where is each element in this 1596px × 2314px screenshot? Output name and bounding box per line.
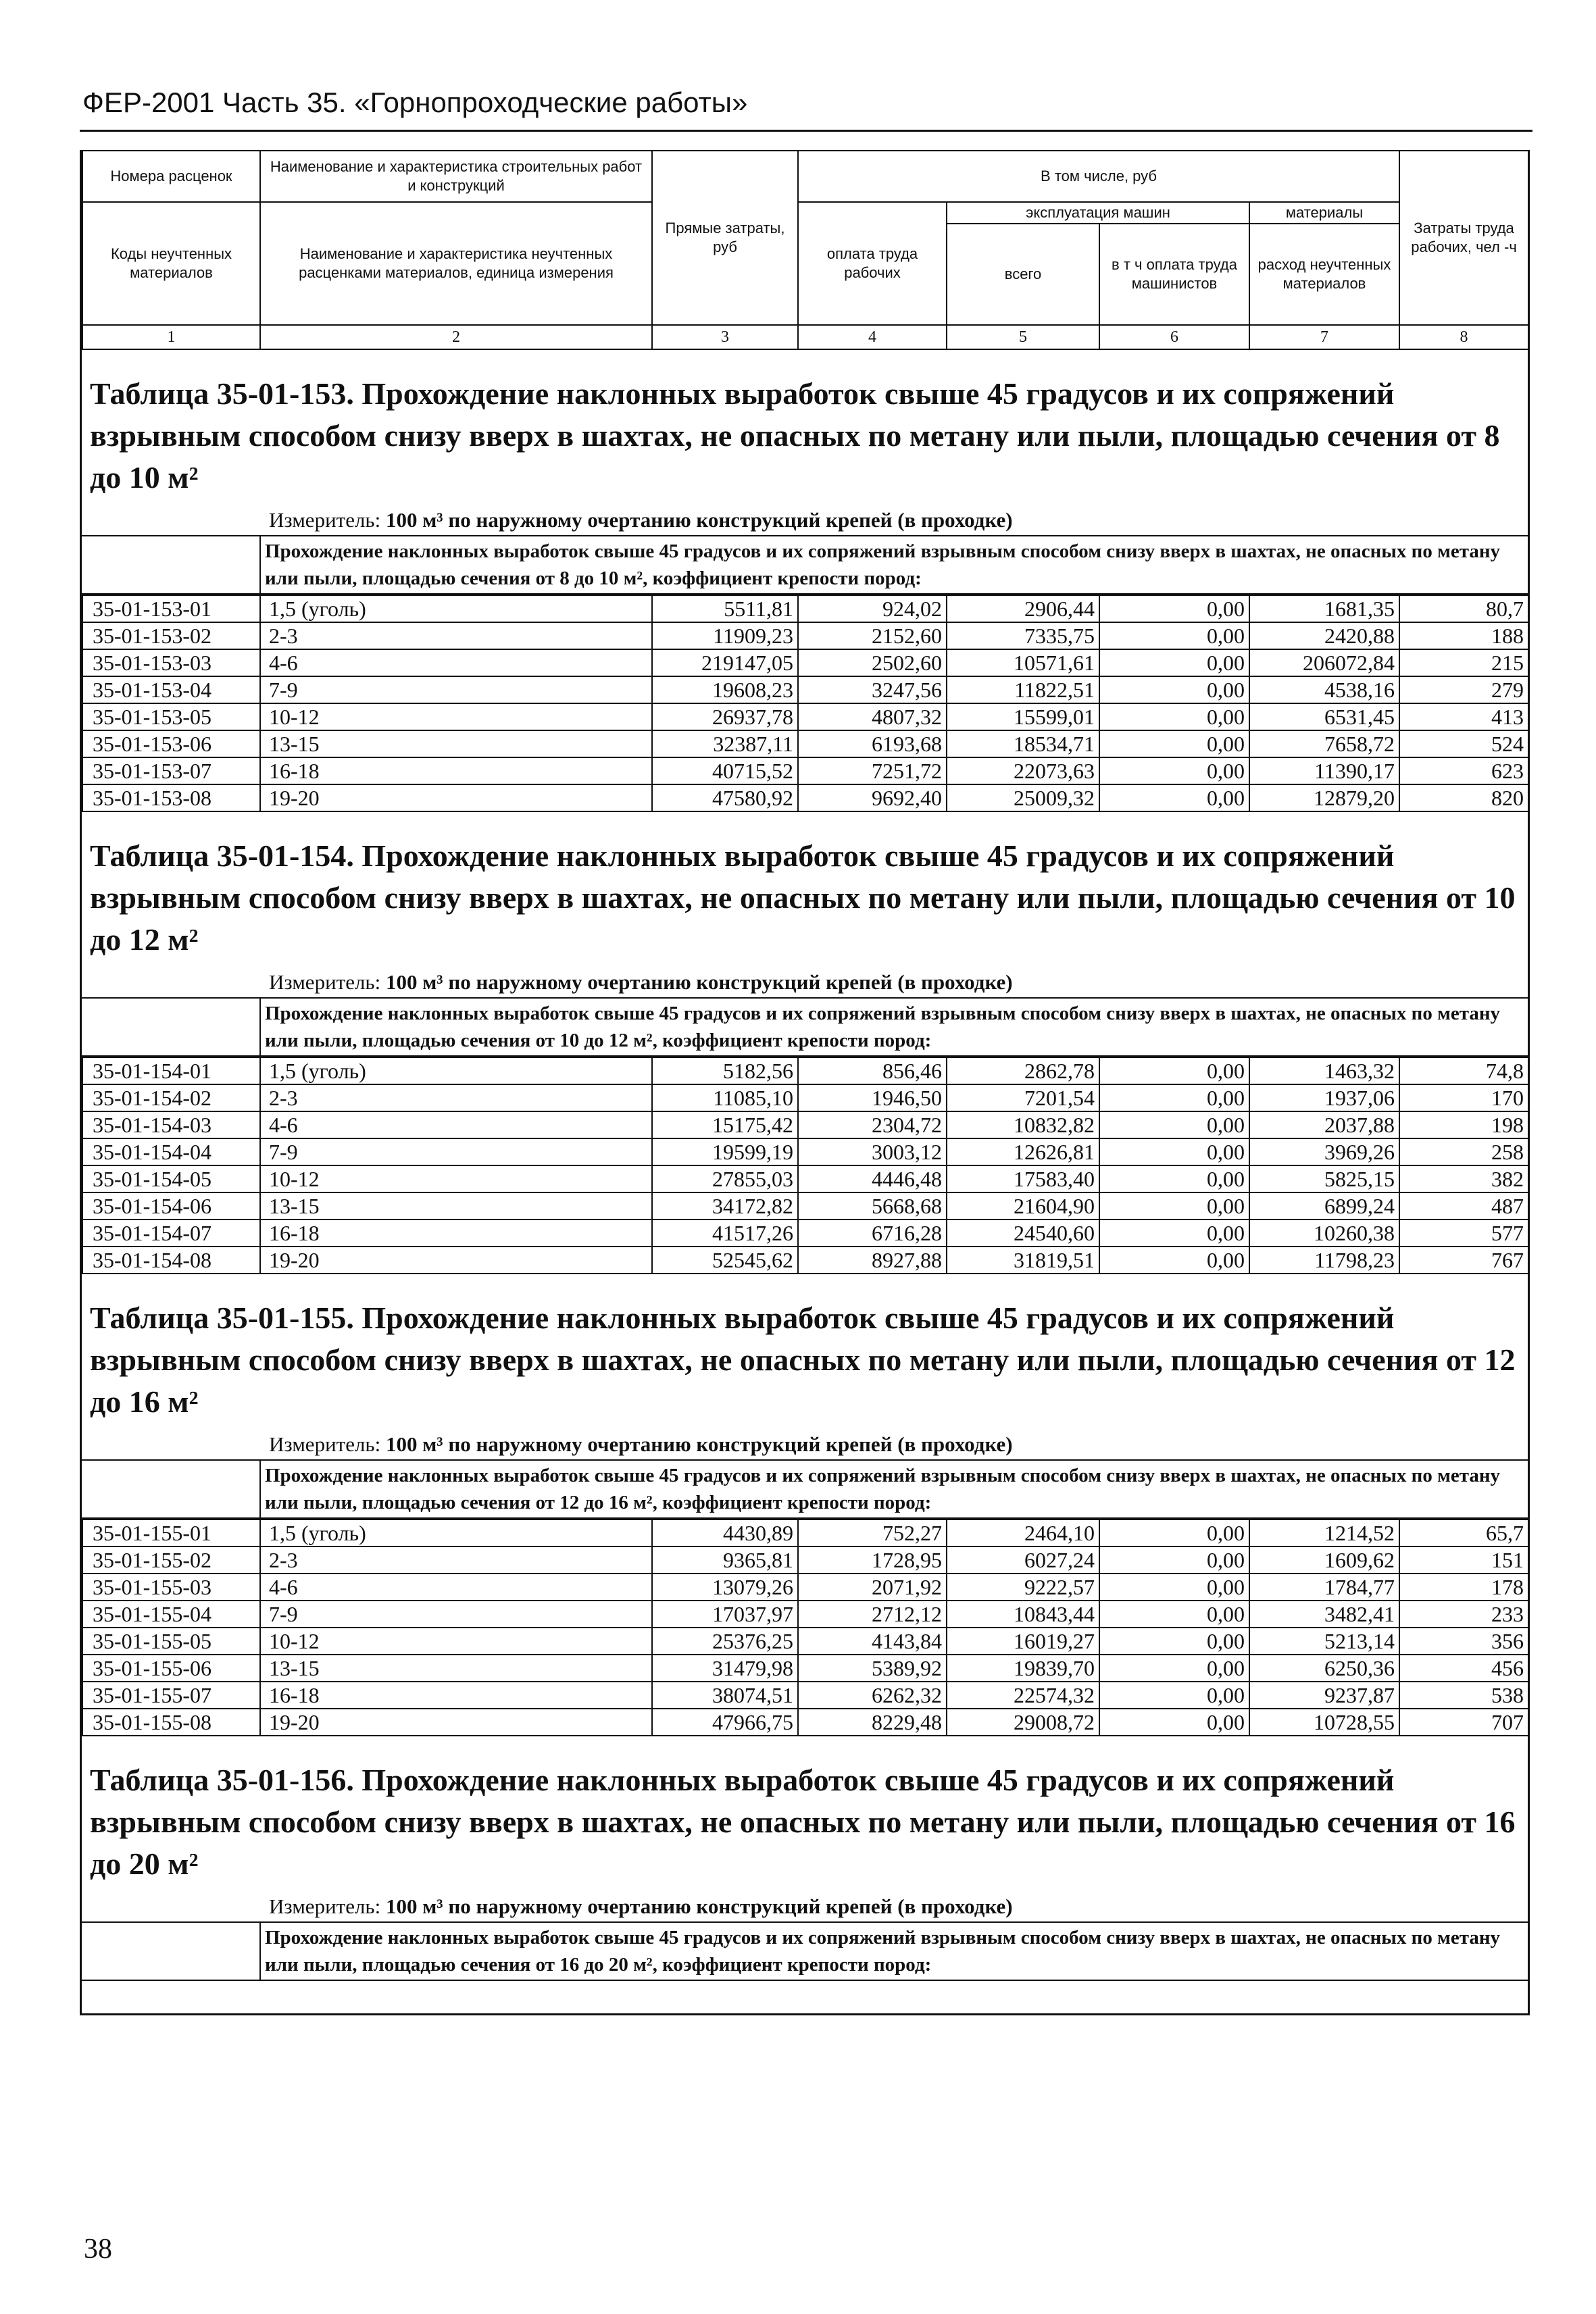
table-number: Таблица 35-01-156. [90,1763,354,1797]
col-number: 1 [82,325,260,349]
cell-value: 13079,26 [652,1574,798,1601]
work-description [82,1461,1528,1519]
cell-value: 0,00 [1099,622,1249,649]
cell-value: 0,00 [1099,1111,1249,1138]
cell-value: 1609,62 [1249,1546,1399,1574]
cell-value: 5213,14 [1249,1628,1399,1655]
cell-value: 11085,10 [652,1084,798,1111]
unit-text: 100 м³ по наружному очертанию конструкций крепей (в проходке) [385,508,1013,532]
cell-value: 18534,71 [947,730,1099,757]
rate-code: 35-01-154-07 [82,1219,260,1247]
cell-value: 15175,42 [652,1111,798,1138]
cell-value: 32387,11 [652,730,798,757]
cell-value: 0,00 [1099,676,1249,703]
cell-value: 22073,63 [947,757,1099,784]
cell-value: 0,00 [1099,1546,1249,1574]
cell-value: 382 [1399,1165,1528,1192]
cell-value: 215 [1399,649,1528,676]
rock-hardness: 1,5 (уголь) [260,1057,652,1084]
col-number: 6 [1099,325,1249,349]
table-row [82,1247,1528,1274]
cell-value: 11909,23 [652,622,798,649]
cell-value: 11798,23 [1249,1247,1399,1274]
cell-value: 2906,44 [947,595,1099,622]
unit-text: 100 м³ по наружному очертанию конструкций крепей (в проходке) [385,1432,1013,1456]
rock-hardness: 19-20 [260,1247,652,1274]
cell-value: 17583,40 [947,1165,1099,1192]
cell-value: 456 [1399,1655,1528,1682]
cell-value: 3003,12 [798,1138,947,1165]
cell-value: 413 [1399,703,1528,730]
cell-value: 19599,19 [652,1138,798,1165]
cell-value: 577 [1399,1219,1528,1247]
cell-value: 2152,60 [798,622,947,649]
cell-value: 6193,68 [798,730,947,757]
cell-value: 10832,82 [947,1111,1099,1138]
work-description-text: Прохождение наклонных выработок свыше 45 градусов и их сопряжений взрывным способом снизу вверх в шахтах, не опасных по метану или пыли, площадью сечения от 12 до 16 м², коэффициент крепости пород: [265,1465,1501,1513]
empty-table-area [82,1981,1528,2013]
cell-value: 6716,28 [798,1219,947,1247]
rock-hardness: 2-3 [260,1084,652,1111]
cell-value: 8229,48 [798,1709,947,1736]
rate-tables [82,350,1528,2013]
cell-value: 52545,62 [652,1247,798,1274]
cell-value: 21604,90 [947,1192,1099,1219]
rate-code: 35-01-155-01 [82,1519,260,1546]
cell-value: 29008,72 [947,1709,1099,1736]
rock-hardness: 19-20 [260,1709,652,1736]
cell-value: 2464,10 [947,1519,1099,1546]
cell-value: 707 [1399,1709,1528,1736]
page-header: ФЕР-2001 Часть 35. «Горнопроходческие работы» [82,86,748,118]
unit-prefix: Измеритель: [269,508,381,532]
rate-table-section [82,350,1528,812]
cell-value: 9237,87 [1249,1682,1399,1709]
cell-value: 9365,81 [652,1546,798,1574]
cell-value: 17037,97 [652,1601,798,1628]
rate-code: 35-01-153-05 [82,703,260,730]
cell-value: 0,00 [1099,649,1249,676]
col-number: 5 [947,325,1099,349]
cell-value: 3482,41 [1249,1601,1399,1628]
cell-value: 10843,44 [947,1601,1099,1628]
cell-value: 19608,23 [652,676,798,703]
table-row [82,1084,1528,1111]
cell-value: 9692,40 [798,784,947,811]
col-number: 3 [652,325,798,349]
cell-value: 7658,72 [1249,730,1399,757]
cell-value: 2037,88 [1249,1111,1399,1138]
cell-value: 1946,50 [798,1084,947,1111]
cell-value: 4446,48 [798,1165,947,1192]
cell-value: 752,27 [798,1519,947,1546]
cell-value: 5511,81 [652,595,798,622]
col-number: 8 [1399,325,1528,349]
cell-value: 0,00 [1099,1628,1249,1655]
cell-value: 19839,70 [947,1655,1099,1682]
table-name: Прохождение наклонных выработок свыше 45 градусов и их сопряжений взрывным способом снизу вверх в шахтах, не опасных по метану или пыли, площадью сечения от 8 до 10 м² [90,376,1500,495]
cell-value: 1214,52 [1249,1519,1399,1546]
rock-hardness: 1,5 (уголь) [260,1519,652,1546]
rock-hardness: 1,5 (уголь) [260,595,652,622]
cell-value: 6027,24 [947,1546,1099,1574]
rate-code: 35-01-153-04 [82,676,260,703]
cell-value: 47580,92 [652,784,798,811]
header-c3: Прямые затраты, руб [652,151,798,325]
cell-value: 0,00 [1099,1574,1249,1601]
table-title [82,350,1528,499]
cell-value: 0,00 [1099,784,1249,811]
cell-value: 31819,51 [947,1247,1099,1274]
header-c6: в т ч оплата труда машинистов [1099,224,1249,325]
table-row [82,1138,1528,1165]
cell-value: 188 [1399,622,1528,649]
rock-hardness: 10-12 [260,703,652,730]
cell-value: 279 [1399,676,1528,703]
cell-value: 1463,32 [1249,1057,1399,1084]
rock-hardness: 4-6 [260,649,652,676]
cell-value: 5668,68 [798,1192,947,1219]
table-title [82,1736,1528,1885]
cell-value: 0,00 [1099,1165,1249,1192]
cell-value: 1784,77 [1249,1574,1399,1601]
rate-code: 35-01-154-03 [82,1111,260,1138]
cell-value: 0,00 [1099,1138,1249,1165]
rate-code: 35-01-154-06 [82,1192,260,1219]
unit-line [82,1885,1528,1923]
cell-value: 7335,75 [947,622,1099,649]
cell-value: 856,46 [798,1057,947,1084]
table-row [82,1219,1528,1247]
table-title [82,812,1528,961]
cell-value: 12626,81 [947,1138,1099,1165]
cell-value: 31479,98 [652,1655,798,1682]
cell-value: 8927,88 [798,1247,947,1274]
rate-code: 35-01-155-03 [82,1574,260,1601]
cell-value: 6250,36 [1249,1655,1399,1682]
cell-value: 3247,56 [798,676,947,703]
table-row [82,1165,1528,1192]
col-number: 4 [798,325,947,349]
table-row [82,595,1528,622]
table-row [82,1682,1528,1709]
header-incl: В том числе, руб [798,151,1399,202]
rates-table [82,1519,1529,1736]
work-description [82,999,1528,1057]
cell-value: 178 [1399,1574,1528,1601]
cell-value: 2304,72 [798,1111,947,1138]
cell-value: 2862,78 [947,1057,1099,1084]
cell-value: 233 [1399,1601,1528,1628]
rate-code: 35-01-154-08 [82,1247,260,1274]
cell-value: 4538,16 [1249,676,1399,703]
rock-hardness: 7-9 [260,676,652,703]
unit-line [82,1423,1528,1461]
cell-value: 11390,17 [1249,757,1399,784]
cell-value: 6531,45 [1249,703,1399,730]
cell-value: 0,00 [1099,730,1249,757]
cell-value: 5182,56 [652,1057,798,1084]
work-description-text: Прохождение наклонных выработок свыше 45 градусов и их сопряжений взрывным способом снизу вверх в шахтах, не опасных по метану или пыли, площадью сечения от 16 до 20 м², коэффициент крепости пород: [265,1927,1501,1976]
cell-value: 0,00 [1099,1655,1249,1682]
unit-prefix: Измеритель: [269,1894,381,1918]
rates-table [82,595,1529,812]
header-c1-bottom: Коды неучтенных материалов [82,202,260,325]
header-c4: оплата труда рабочих [798,202,947,325]
cell-value: 0,00 [1099,1084,1249,1111]
rock-hardness: 10-12 [260,1165,652,1192]
header-c5: всего [947,224,1099,325]
cell-value: 0,00 [1099,703,1249,730]
cell-value: 219147,05 [652,649,798,676]
column-header-table [82,150,1529,350]
cell-value: 487 [1399,1192,1528,1219]
cell-value: 0,00 [1099,1192,1249,1219]
table-title [82,1274,1528,1423]
cell-value: 2071,92 [798,1574,947,1601]
cell-value: 9222,57 [947,1574,1099,1601]
table-row [82,1601,1528,1628]
cell-value: 24540,60 [947,1219,1099,1247]
rock-hardness: 2-3 [260,1546,652,1574]
rate-code: 35-01-155-08 [82,1709,260,1736]
table-row [82,1546,1528,1574]
header-c7: расход неучтенных материалов [1249,224,1399,325]
rate-code: 35-01-153-07 [82,757,260,784]
cell-value: 34172,82 [652,1192,798,1219]
cell-value: 0,00 [1099,1519,1249,1546]
cell-value: 1681,35 [1249,595,1399,622]
rate-code: 35-01-154-01 [82,1057,260,1084]
cell-value: 27855,03 [652,1165,798,1192]
rock-hardness: 13-15 [260,1655,652,1682]
cell-value: 0,00 [1099,1057,1249,1084]
table-number: Таблица 35-01-155. [90,1301,354,1335]
cell-value: 0,00 [1099,1247,1249,1274]
unit-text: 100 м³ по наружному очертанию конструкций крепей (в проходке) [385,970,1013,994]
cell-value: 40715,52 [652,757,798,784]
cell-value: 10728,55 [1249,1709,1399,1736]
table-row [82,1111,1528,1138]
cell-value: 10571,61 [947,649,1099,676]
table-row [82,1057,1528,1084]
cell-value: 1728,95 [798,1546,947,1574]
table-row [82,703,1528,730]
rate-code: 35-01-155-06 [82,1655,260,1682]
rate-code: 35-01-153-02 [82,622,260,649]
cell-value: 623 [1399,757,1528,784]
cell-value: 0,00 [1099,1219,1249,1247]
table-number: Таблица 35-01-154. [90,838,354,873]
cell-value: 6262,32 [798,1682,947,1709]
header-c1-top: Номера расценок [82,151,260,202]
cell-value: 38074,51 [652,1682,798,1709]
document-sheet [80,150,1530,2015]
cell-value: 2712,12 [798,1601,947,1628]
cell-value: 356 [1399,1628,1528,1655]
table-row [82,676,1528,703]
unit-line [82,499,1528,536]
rock-hardness: 16-18 [260,1219,652,1247]
cell-value: 538 [1399,1682,1528,1709]
table-name: Прохождение наклонных выработок свыше 45 градусов и их сопряжений взрывным способом снизу вверх в шахтах, не опасных по метану или пыли, площадью сечения от 10 до 12 м² [90,838,1516,957]
rates-table [82,1057,1529,1274]
table-number: Таблица 35-01-153. [90,376,354,411]
table-name: Прохождение наклонных выработок свыше 45 градусов и их сопряжений взрывным способом снизу вверх в шахтах, не опасных по метану или пыли, площадью сечения от 12 до 16 м² [90,1301,1516,1419]
rate-table-section [82,1274,1528,1736]
cell-value: 6899,24 [1249,1192,1399,1219]
rock-hardness: 10-12 [260,1628,652,1655]
cell-value: 80,7 [1399,595,1528,622]
cell-value: 0,00 [1099,1709,1249,1736]
cell-value: 4430,89 [652,1519,798,1546]
table-row [82,1628,1528,1655]
rate-table-section [82,812,1528,1274]
rate-code: 35-01-155-02 [82,1546,260,1574]
work-description-text: Прохождение наклонных выработок свыше 45 градусов и их сопряжений взрывным способом снизу вверх в шахтах, не опасных по метану или пыли, площадью сечения от 10 до 12 м², коэффициент крепости пород: [265,1003,1501,1051]
unit-text: 100 м³ по наружному очертанию конструкций крепей (в проходке) [385,1894,1013,1918]
cell-value: 924,02 [798,595,947,622]
cell-value: 11822,51 [947,676,1099,703]
cell-value: 206072,84 [1249,649,1399,676]
rate-code: 35-01-153-08 [82,784,260,811]
cell-value: 74,8 [1399,1057,1528,1084]
page-number: 38 [84,2234,112,2265]
table-row [82,1709,1528,1736]
cell-value: 4143,84 [798,1628,947,1655]
cell-value: 0,00 [1099,1682,1249,1709]
cell-value: 5389,92 [798,1655,947,1682]
header-machines: эксплуатация машин [947,202,1249,224]
cell-value: 7201,54 [947,1084,1099,1111]
work-description [82,536,1528,595]
cell-value: 2502,60 [798,649,947,676]
cell-value: 65,7 [1399,1519,1528,1546]
cell-value: 47966,75 [652,1709,798,1736]
cell-value: 0,00 [1099,757,1249,784]
table-row [82,622,1528,649]
cell-value: 820 [1399,784,1528,811]
rock-hardness: 2-3 [260,622,652,649]
rate-code: 35-01-155-05 [82,1628,260,1655]
rate-code: 35-01-155-04 [82,1601,260,1628]
work-description [82,1923,1528,1981]
rock-hardness: 7-9 [260,1601,652,1628]
header-materials: материалы [1249,202,1399,224]
work-description-text: Прохождение наклонных выработок свыше 45 градусов и их сопряжений взрывным способом снизу вверх в шахтах, не опасных по метану или пыли, площадью сечения от 8 до 10 м², коэффициент крепости пород: [265,540,1501,589]
header-rule [80,130,1532,132]
rock-hardness: 16-18 [260,1682,652,1709]
rock-hardness: 4-6 [260,1111,652,1138]
table-row [82,1192,1528,1219]
rate-code: 35-01-153-03 [82,649,260,676]
cell-value: 0,00 [1099,595,1249,622]
cell-value: 170 [1399,1084,1528,1111]
cell-value: 22574,32 [947,1682,1099,1709]
rate-code: 35-01-153-06 [82,730,260,757]
table-name: Прохождение наклонных выработок свыше 45 градусов и их сопряжений взрывным способом снизу вверх в шахтах, не опасных по метану или пыли, площадью сечения от 16 до 20 м² [90,1763,1516,1881]
unit-prefix: Измеритель: [269,1432,381,1456]
cell-value: 10260,38 [1249,1219,1399,1247]
cell-value: 258 [1399,1138,1528,1165]
table-row [82,784,1528,811]
rate-code: 35-01-154-04 [82,1138,260,1165]
cell-value: 26937,78 [652,703,798,730]
cell-value: 4807,32 [798,703,947,730]
cell-value: 767 [1399,1247,1528,1274]
cell-value: 25009,32 [947,784,1099,811]
unit-line [82,961,1528,999]
unit-prefix: Измеритель: [269,970,381,994]
rate-code: 35-01-154-02 [82,1084,260,1111]
cell-value: 2420,88 [1249,622,1399,649]
cell-value: 1937,06 [1249,1084,1399,1111]
table-row [82,1574,1528,1601]
table-row [82,757,1528,784]
header-c2-bottom: Наименование и характеристика неучтенных расценками материалов, единица измерения [260,202,652,325]
rock-hardness: 13-15 [260,1192,652,1219]
header-c8: Затраты труда рабочих, чел -ч [1399,151,1528,325]
rock-hardness: 19-20 [260,784,652,811]
col-number: 2 [260,325,652,349]
rock-hardness: 16-18 [260,757,652,784]
rock-hardness: 13-15 [260,730,652,757]
cell-value: 41517,26 [652,1219,798,1247]
table-row [82,1519,1528,1546]
cell-value: 16019,27 [947,1628,1099,1655]
cell-value: 198 [1399,1111,1528,1138]
cell-value: 151 [1399,1546,1528,1574]
rate-code: 35-01-154-05 [82,1165,260,1192]
cell-value: 15599,01 [947,703,1099,730]
rock-hardness: 4-6 [260,1574,652,1601]
cell-value: 12879,20 [1249,784,1399,811]
table-row [82,1655,1528,1682]
cell-value: 0,00 [1099,1601,1249,1628]
header-c2-top: Наименование и характеристика строительных работ и конструкций [260,151,652,202]
rate-code: 35-01-153-01 [82,595,260,622]
col-number: 7 [1249,325,1399,349]
table-row [82,649,1528,676]
rate-table-section [82,1736,1528,2013]
cell-value: 7251,72 [798,757,947,784]
cell-value: 524 [1399,730,1528,757]
cell-value: 25376,25 [652,1628,798,1655]
cell-value: 5825,15 [1249,1165,1399,1192]
rate-code: 35-01-155-07 [82,1682,260,1709]
cell-value: 3969,26 [1249,1138,1399,1165]
table-row [82,730,1528,757]
rock-hardness: 7-9 [260,1138,652,1165]
